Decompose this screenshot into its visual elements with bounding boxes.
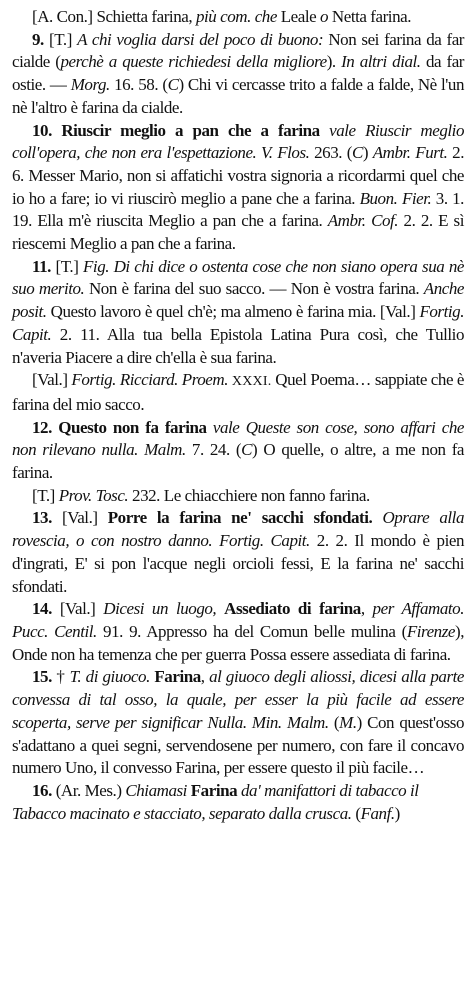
text-run: Fortig. Capit. [12,302,464,344]
text-run: Anche posit. [12,279,464,322]
entry-10 [12,120,464,256]
text-run: vale Riuscir meglio coll'opera, che non era l'espettazione. V. Flos. [12,120,465,163]
text-run: da far ostie. — [12,52,465,95]
entry-13 [12,507,464,598]
text-run: Non è farina del suo sacco. — Non è vostra farina. [84,279,424,299]
entry-11-continued [12,369,464,416]
text-run: Farina [154,667,201,687]
text-run: 10. Riuscir meglio a pan che a farina [32,120,320,140]
text-run: ) Chi vi cercasse trito a falde a falde, Nè l'un nè l'altro è farina da cialde. [12,75,464,117]
entry-12-continued [12,485,464,508]
entry-11 [12,256,464,370]
text-run: Firenze [406,621,455,641]
text-run: XXXI. [231,374,272,390]
text-run: per Affamato. Pucc. Centil. [12,599,465,641]
text-run: 232. Le chiacchiere non fanno farina. [128,485,370,505]
text-run [372,508,382,527]
text-run: ). [326,52,342,72]
text-run: Netta farina. [328,7,412,26]
text-run: Buon. Fier. [359,188,432,208]
text-run: Quel Poema… sappiate che è farina del mio sacco. [12,370,465,414]
text-run: ) O quelle, o altre, a me non fa farina. [12,440,464,483]
text-run: 3. 1. 19. Ella m'è riuscita Meglio a pan che a farina. [12,188,464,231]
text-run: 263. ( [309,143,352,163]
text-run: Farina [190,780,238,800]
text-run: A chi voglia darsi del poco di buono: [77,29,324,49]
text-run: [T.] [43,29,78,49]
text-run: In altri dial. [341,52,421,72]
text-run: 16. 58. ( [109,75,168,95]
text-run: più com. [195,7,251,26]
text-run: C [241,440,253,460]
text-run: 2. 6. Messer Mario, non si affatichi vostra signoria a ricordarmi quel che io ho a fare; io vi riuscirò meglio a pane che a farina. [12,143,464,208]
entry-12 [12,417,464,485]
text-run: 2. 11. Alla tua bella Epistola Latina Pura così, che Tullio n'averia Piacere a dire ch'ella è sua farina. [12,324,464,367]
text-run: Oprare alla rovescia, o con nostro danno. Fortig. Capit. [12,508,464,551]
text-run: ( [328,712,340,732]
text-run: [Val.] [51,508,108,528]
text-run: Morg. [70,75,110,95]
text-run: vale Queste son cose, sono affari che non rilevano nulla. Malm. [12,417,464,460]
text-run: 13. [32,508,52,528]
text-run: Non sei farina da far cialde ( [12,29,465,72]
text-run: [T.] [50,256,83,276]
text-run: Assediato di farina [224,599,361,619]
entry-9 [12,29,464,120]
text-run: Prov. Tosc. [58,485,129,505]
text-run: perchè a queste richiedesi della migliore [60,52,327,72]
text-run: T. di giuoco. [69,667,150,687]
entry-16 [12,780,464,825]
text-run: 16. [32,780,52,800]
text-run: ) [394,803,400,823]
text-run: Chiamasi [125,780,187,800]
text-run: ), Onde non ha temenza che per guerra Possa essere assediata di farina. [12,621,464,664]
text-run: 2. 2. E sì riescemi Meglio a pan che a farina. [12,211,464,254]
text-run: o [320,7,329,26]
text-run: Fig. Di chi dice o ostenta cose che non siano opera sua nè suo merito. [12,256,464,299]
text-run: ) [362,143,373,163]
entry-15 [12,666,464,780]
entry-14 [12,598,464,666]
text-run: [T.] [32,485,59,505]
text-run: 11. [32,256,51,276]
text-run: [Val.] [32,370,72,390]
text-run: 9. [32,29,44,49]
text-run: da' manifattori di tabacco il Tabacco macinato e stacciato, separato dalla crusca. [12,780,419,823]
text-run: Fanf. [360,803,395,823]
text-run: † [51,667,70,687]
text-run [216,599,224,618]
text-run: C [351,143,363,163]
text-run: [Val.] [51,599,104,619]
text-run: Ambr. Furt. [372,143,448,163]
text-run [320,121,329,140]
text-run: 7. 24. ( [185,440,242,460]
text-run: Dicesi un luogo, [103,599,217,619]
text-run: Porre la farina ne' sacchi sfondati. [107,508,373,528]
text-run: Ambr. Cof. [327,211,399,231]
text-run: 14. [32,599,52,619]
text-run: 15. [32,667,52,687]
text-run: Questo lavoro è quel ch'è; ma almeno è farina mia. [Val.] [46,302,420,322]
continuation-lines [12,6,464,29]
text-run: , [200,667,210,687]
text-run: Leale [276,7,321,26]
text-run: (Ar. Mes.) [51,780,126,800]
text-run: Fortig. Ricciard. Proem. [71,370,229,390]
text-run: 2. 2. Il mondo è pien d'ingrati, E' si pon l'acque negli orcioli fessi, E la farina ne' sacchi sfondati. [12,531,464,596]
text-run: al giuoco degli aliossi, dicesi alla parte convessa di tal osso, la quale, per esser la più facile ad essere scoperta, serve per significar Nulla. Min. Malm. [12,667,464,732]
text-run: M. [339,712,357,732]
text-run: , [360,599,373,619]
text-run: ) Con quest'osso s'adattano a quei segni, servendosene per numero, con fare il concavo numero Uno, il convesso Farina, per essere questo il più facile… [12,712,465,778]
text-run: C [167,75,179,95]
text-run: che [254,7,277,26]
text-run: ( [351,803,361,823]
text-run: [A. Con.] Schietta farina, [32,7,196,26]
text-run: 91. 9. Appresso ha del Comun belle mulina ( [96,621,407,641]
text-run: 12. Questo non fa farina [32,417,207,437]
